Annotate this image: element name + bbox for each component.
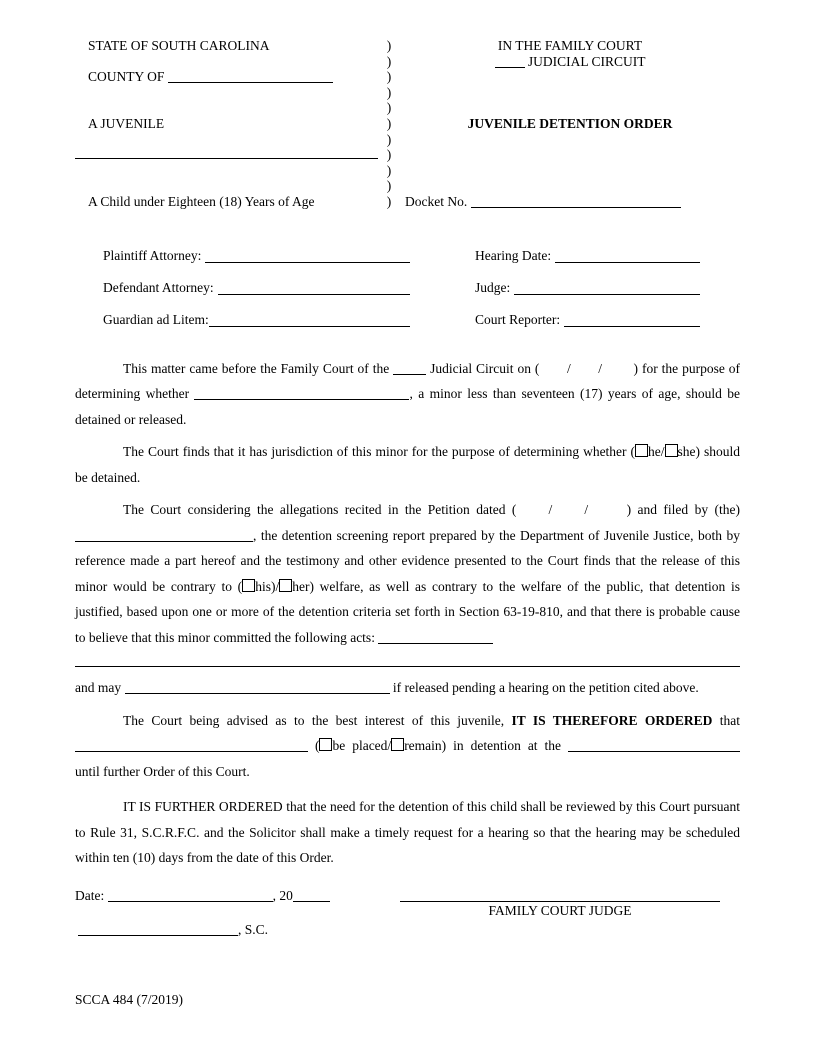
court-reporter-label: Court Reporter: (475, 311, 561, 327)
caption-right (400, 38, 740, 210)
checkbox-her[interactable] (279, 579, 292, 592)
court-reporter-blank[interactable] (564, 310, 700, 327)
juvenile-name-line (75, 147, 378, 163)
county-blank[interactable] (168, 70, 333, 83)
paren: ) (386, 53, 392, 69)
hearing-date-field (475, 246, 700, 266)
county-line (75, 69, 378, 85)
year-blank[interactable] (293, 889, 330, 902)
paren: ) (386, 38, 392, 53)
acts-blank[interactable] (378, 631, 493, 644)
defendant-attorney-label: Defendant Attorney: (103, 279, 214, 295)
paragraph-allegations (75, 497, 740, 650)
county-sc-field (75, 919, 400, 941)
checkbox-his[interactable] (242, 579, 255, 592)
checkbox-he[interactable] (635, 444, 648, 457)
docket-line (400, 194, 740, 210)
judge-field (475, 278, 700, 298)
plaintiff-attorney-blank[interactable] (205, 246, 410, 263)
paragraph-release-condition (75, 675, 740, 701)
p3-text-2: , the detention screening report prepared by the Department of Juvenile Justice, both by reference made a part hereof and the testimony and other evidence presented to the Court finds that the release of this minor would be contrary to ( (75, 527, 740, 594)
case-fields (75, 246, 740, 342)
defendant-attorney-field (103, 278, 410, 298)
paragraph-further-ordered (75, 794, 740, 871)
caption (75, 38, 740, 210)
judge-label: Judge: (475, 279, 511, 295)
year-prefix: , 20 (272, 887, 293, 903)
plaintiff-attorney-label: Plaintiff Attorney: (103, 247, 202, 263)
paren: ) (386, 178, 392, 194)
child-age-line: A Child under Eighteen (18) Years of Age (88, 193, 315, 209)
paren: ) (386, 115, 392, 131)
p3-text-3: his)/ (255, 578, 280, 594)
a-juvenile-line: A JUVENILE (88, 115, 165, 131)
p2-text-1: The Court finds that it has jurisdiction of this minor for the purpose of determining whether ( (123, 444, 636, 460)
minor-name-blank[interactable] (194, 387, 409, 400)
guardian-ad-litem-field (103, 310, 410, 330)
family-court-judge-label: FAMILY COURT JUDGE (488, 902, 632, 918)
paren: ) (386, 193, 392, 209)
judge-blank[interactable] (514, 278, 700, 295)
p5-text-2: that (719, 712, 740, 728)
sc-suffix: , S.C. (238, 921, 269, 937)
p4-text-2: if released pending a hearing on the petition cited above. (392, 680, 699, 696)
signature-right (400, 885, 740, 941)
p5-text-5: remain) in detention at the (404, 738, 562, 754)
paren: ) (386, 147, 392, 163)
p2-text-2: he/ (648, 444, 665, 460)
p2-text-3: she) should be detained. (75, 444, 741, 485)
caption-left (75, 38, 378, 210)
juvenile-name-blank[interactable] (75, 147, 378, 159)
paragraph-matter (75, 356, 740, 433)
docket-label: Docket No. (405, 193, 468, 209)
p5-text-1: The Court being advised as to the best interest of this juvenile, (123, 712, 505, 728)
family-court-line: IN THE FAMILY COURT (497, 38, 643, 53)
paragraph-jurisdiction (75, 439, 740, 490)
p3-text-4: her) welfare, as well as contrary to the welfare of the public, that detention is justified, based upon one or more of the detention criteria set forth in Section 63-19-810, and that there is probable cause to believe that this minor committed the following acts: (75, 578, 740, 645)
paren: ) (386, 84, 392, 100)
defendant-attorney-blank[interactable] (218, 278, 410, 295)
signature-left (75, 885, 400, 941)
form-number: SCCA 484 (7/2019) (75, 992, 184, 1007)
county-sc-blank[interactable] (78, 923, 238, 936)
p1-text-1: This matter came before the Family Court of the (123, 360, 390, 376)
p6-text-1: IT IS FURTHER ORDERED that the need for the detention of this child shall be reviewed by this Court pursuant to Rule 31, S.C.R.F.C. and the Solicitor shall make a timely request for a hearing so that the hearing may be scheduled within ten (10) days from the date of this Order. (75, 799, 740, 866)
docket-number-blank[interactable] (471, 195, 681, 208)
date-label: Date: (75, 887, 105, 903)
paren: ) (386, 162, 392, 178)
filed-by-blank[interactable] (75, 529, 253, 542)
judicial-circuit-line (400, 54, 740, 70)
case-fields-left (75, 246, 410, 342)
circuit-number-blank[interactable] (495, 55, 525, 68)
guardian-ad-litem-blank[interactable] (209, 310, 410, 327)
detention-facility-blank[interactable] (568, 739, 740, 752)
checkbox-remain[interactable] (391, 738, 404, 751)
signature-block (75, 885, 740, 941)
released-pending-blank[interactable] (125, 681, 390, 694)
p5-text-4: be placed/ (332, 738, 392, 754)
paren: ) (386, 100, 392, 116)
county-label: COUNTY OF (88, 69, 165, 85)
p4-text-1: and may (75, 680, 122, 696)
p5-ordered-bold: IT IS THEREFORE ORDERED (511, 712, 713, 728)
hearing-date-blank[interactable] (555, 246, 700, 263)
p5-text-3: ( (314, 738, 320, 754)
state-line: STATE OF SOUTH CAROLINA (88, 38, 270, 53)
acts-continuation-line[interactable] (75, 666, 740, 667)
p5-text-6: until further Order of this Court. (75, 763, 250, 779)
p1-text-2: Judicial Circuit on ( / / ) for the purpose of determining whether (75, 360, 741, 402)
caption-parens (378, 38, 400, 210)
ordered-name-blank[interactable] (75, 739, 308, 752)
checkbox-she[interactable] (665, 444, 678, 457)
date-blank[interactable] (108, 889, 273, 902)
judge-signature-line[interactable] (400, 885, 720, 902)
date-field (75, 885, 400, 907)
plaintiff-attorney-field (103, 246, 410, 266)
paren: ) (386, 131, 392, 147)
p1-text-3: , a minor less than seventeen (17) years of age, should be detained or released. (75, 386, 740, 427)
paren: ) (386, 69, 392, 85)
court-reporter-field (475, 310, 700, 330)
case-fields-right (475, 246, 740, 342)
checkbox-be-placed[interactable] (319, 738, 332, 751)
circuit-blank[interactable] (393, 362, 426, 375)
hearing-date-label: Hearing Date: (475, 247, 552, 263)
paragraph-ordered (75, 708, 740, 785)
p3-text-1: The Court considering the allegations recited in the Petition dated ( / / ) and filed by (the) (123, 502, 740, 518)
circuit-label: JUDICIAL CIRCUIT (527, 53, 646, 69)
guardian-ad-litem-label: Guardian ad Litem: (103, 311, 209, 327)
form-title: JUVENILE DETENTION ORDER (467, 115, 673, 131)
